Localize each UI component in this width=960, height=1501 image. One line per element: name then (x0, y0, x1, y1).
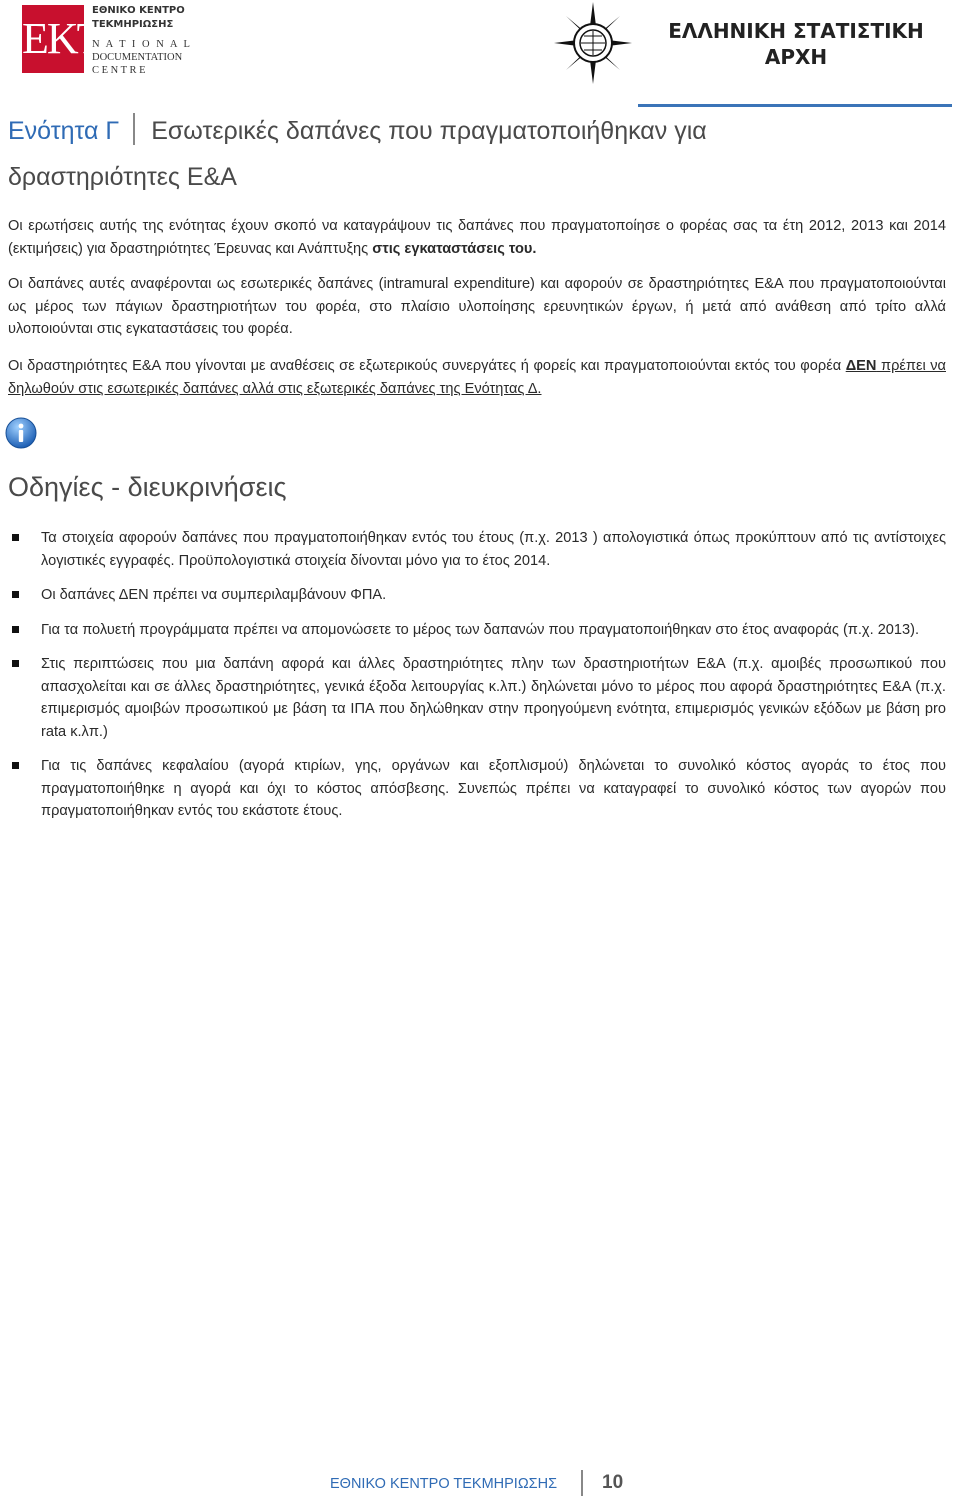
intro-paragraph-3-bold: ΔΕΝ (845, 358, 877, 374)
elstat-emblem-icon (552, 0, 634, 86)
section-label: Ενότητα Γ (8, 117, 120, 145)
intro-paragraph-1: Οι ερωτήσεις αυτής της ενότητας έχουν σκοπό να καταγράψουν τις δαπάνες που πραγματοποίησε ο φορέας σας τα έτη 2012, 2013 και 2014 (εκτιμήσεις) για δραστηριότητες Έρευνας και Ανάπτυξης στις εγκαταστάσεις του. (8, 218, 946, 257)
guidelines-list (8, 527, 946, 835)
intro-paragraph-2: Οι δαπάνες αυτές αναφέρονται ως εσωτερικές δαπάνες (intramural expenditure) και αφορούν σε δραστηριότητες Ε&Α που πραγματοποιούνται ως μέρος των πάγιων δραστηριοτήτων του φορέα, στο πλαίσιο υλοποίησης ερευνητικών έργων, ή μετά από ανάθεση από τρίτο αλλά υλοποιούνται στις εγκαταστάσεις του φορέα. (8, 276, 946, 337)
list-item: Για τις δαπάνες κεφαλαίου (αγορά κτιρίων, γης, οργάνων και εξοπλισμού) δηλώνεται το συνολικό κόστος αγοράς το έτος που πραγματοποιήθηκε η αγορά και όχι το κόστος απόσβεσης. Συνεπώς πρέπει να καταγραφεί το συνολικό κόστος των αγορών που πραγματοποιήθηκαν εντός του εκάστοτε έτους. (8, 755, 946, 823)
intro-paragraph-1-bold: στις εγκαταστάσεις του. (372, 240, 537, 257)
section-title (8, 108, 953, 200)
header-rule (638, 104, 952, 107)
guidelines-title: Οδηγίες - διευκρινήσεις (8, 472, 287, 502)
logo-english-line-1: N A T I O N A L (92, 39, 192, 50)
ekt-logo (22, 2, 192, 80)
list-item: Τα στοιχεία αφορούν δαπάνες που πραγματοποιήθηκαν εντός του έτους (π.χ. 2013 ) απολογιστικά όπως προκύπτουν από τις αντίστοιχες λογιστικές εγγραφές. Προϋπολογιστικά στοιχεία δίνονται μόνο για το έτος 2014. (8, 527, 946, 572)
intro-paragraph-3-underline: πρέπει να δηλωθούν στις εσωτερικές δαπάνες αλλά στις εξωτερικές δαπάνες της Ενότητας Δ. (8, 358, 946, 397)
info-icon (5, 417, 37, 449)
footer-organization: ΕΘΝΙΚΟ ΚΕΝΤΡΟ ΤΕΚΜΗΡΙΩΣΗΣ (330, 1476, 558, 1492)
list-item: Οι δαπάνες ΔΕΝ πρέπει να συμπεριλαμβάνουν ΦΠΑ. (8, 584, 946, 607)
logo-greek-line-1: ΕΘΝΙΚΟ ΚΕΝΤΡΟ (92, 5, 185, 16)
bullet-square-icon (12, 591, 19, 598)
section-divider (133, 113, 135, 145)
statistical-authority-title: ΕΛΛΗΝΙΚΗ ΣΤΑΤΙΣΤΙΚΗ ΑΡΧΗ (668, 19, 924, 69)
page-number: 10 (602, 1472, 624, 1493)
bullet-square-icon (12, 762, 19, 769)
section-title-part-2: δραστηριότητες Ε&Α (8, 163, 237, 191)
logo-english-line-3: C E N T R E (92, 65, 146, 76)
logo-greek-line-2: ΤΕΚΜΗΡΙΩΣΗΣ (92, 19, 174, 30)
list-item: Για τα πολυετή προγράμματα πρέπει να απομονώσετε το μέρος των δαπανών που πραγματοποιήθηκαν στο έτος αναφοράς (π.χ. 2013). (8, 619, 946, 642)
intro-paragraph-3: Οι δραστηριότητες Ε&Α που γίνονται με αναθέσεις σε εξωτερικούς συνεργάτες ή φορείς και πραγματοποιούνται εκτός του φορέα ΔΕΝ πρέπει να δηλωθούν στις εσωτερικές δαπάνες αλλά στις εξωτερικές δαπάνες της Ενότητας Δ. (8, 358, 946, 397)
bullet-square-icon (12, 626, 19, 633)
ekt-logo-mark: EKT (22, 5, 84, 73)
section-title-part-1: Εσωτερικές δαπάνες που πραγματοποιήθηκαν για (151, 117, 707, 145)
bullet-square-icon (12, 660, 19, 667)
bullet-square-icon (12, 534, 19, 541)
list-item: Στις περιπτώσεις που μια δαπάνη αφορά και άλλες δραστηριότητες πλην των δραστηριοτήτων Ε&Α (π.χ. αμοιβές προσωπικού που απασχολείται και σε άλλες δραστηριότητες, γενικά έξοδα λειτουργίας κ.λπ.) δηλώνεται μόνο το μέρος που αφορά δραστηριότητες Ε&Α (π.χ. επιμερισμός αμοιβών προσωπικού με βάση τα ΙΠΑ που δηλώθηκαν στην προηγούμενη ενότητα, επιμερισμός γενικών εξόδων με βάση pro rata κ.λπ.) (8, 653, 946, 743)
footer-divider (581, 1470, 583, 1496)
logo-english-line-2: DOCUMENTATION (92, 52, 183, 63)
